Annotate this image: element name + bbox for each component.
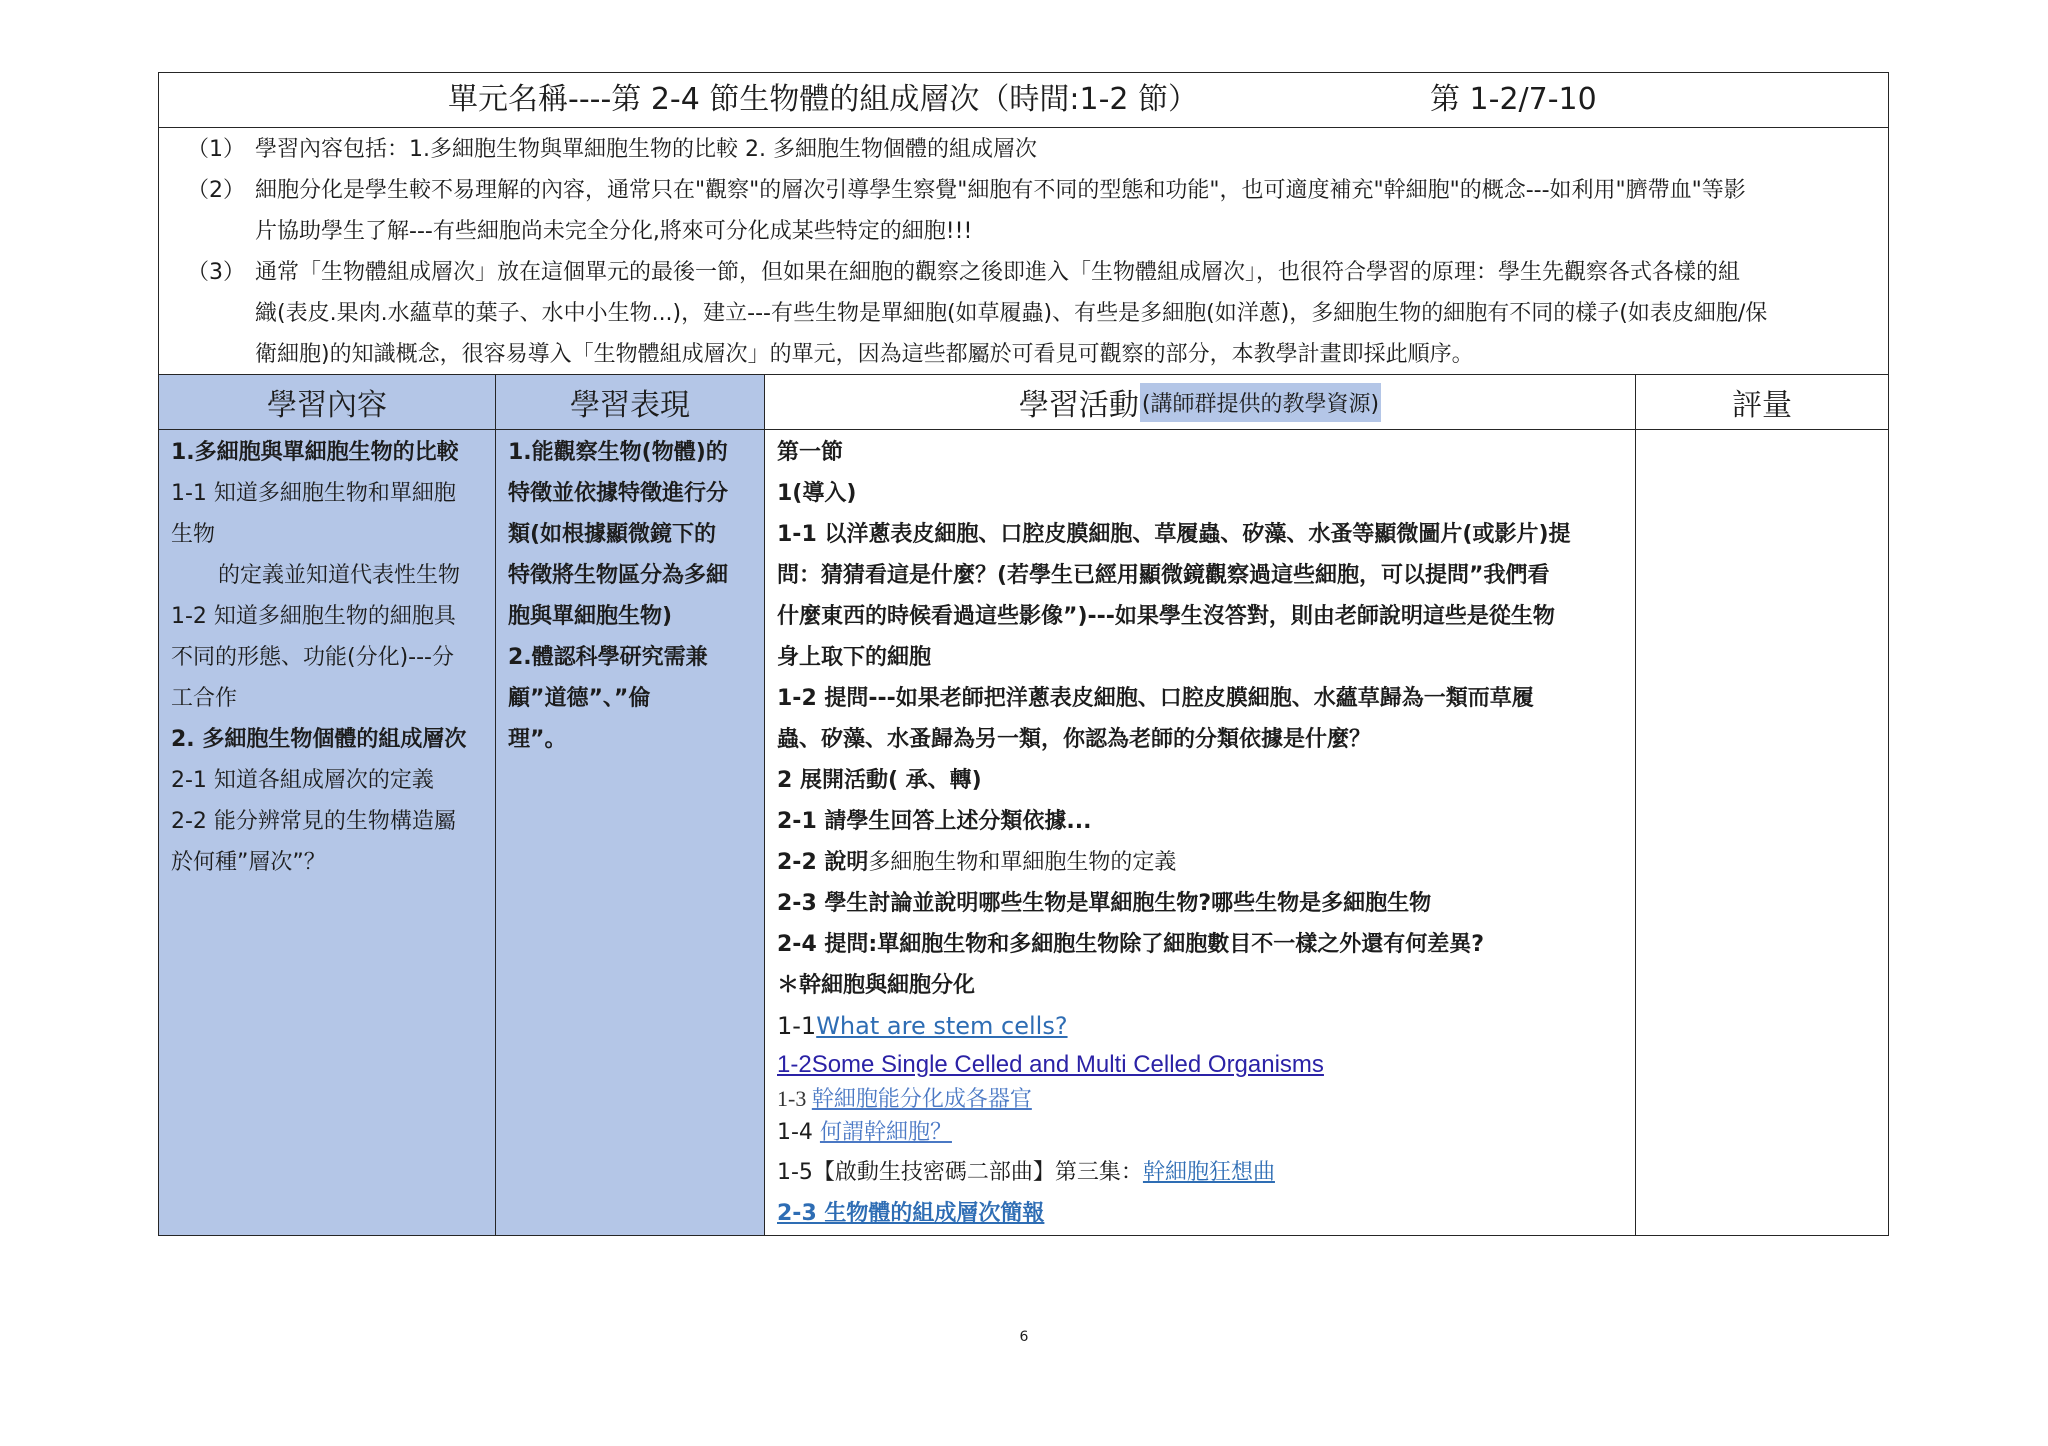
content-line: 於何種”層次”？	[171, 850, 326, 875]
performance-line: 1.能觀察生物(物體)的	[508, 440, 728, 465]
resource-prefix: 1-5【啟動生技密碼二部曲】第三集：	[777, 1160, 1143, 1185]
activity-line: 1-1 以洋蔥表皮細胞、口腔皮膜細胞、草履蟲、矽藻、水蚤等顯微圖片(或影片)提	[777, 522, 1571, 547]
activity-line: 蟲、矽藻、水蚤歸為另一類，你認為老師的分類依據是什麼？	[777, 727, 1372, 752]
performance-line: 特徵並依據特徵進行分	[508, 481, 729, 506]
performance-line: 特徵將生物區分為多細	[508, 563, 729, 588]
header-learning-content	[159, 375, 496, 429]
intro-line: 衛細胞)的知識概念，很容易導入「生物體組成層次」的單元，因為這些都屬於可看見可觀察的部分，本教學計畫即採此順序。	[255, 342, 1474, 367]
activity-line: 2 展開活動( 承、轉)	[777, 768, 982, 793]
page-number: 6	[1019, 1329, 1029, 1345]
content-line: 1.多細胞與單細胞生物的比較	[171, 440, 459, 465]
unit-title: 單元名稱----第 2-4 節生物體的組成層次（時間:1-2 節）	[448, 82, 1199, 117]
intro-marker: （1）	[187, 137, 245, 162]
activity-line: 2-3 學生討論並說明哪些生物是單細胞生物?哪些生物是多細胞生物	[777, 891, 1432, 916]
content-line: 1-1 知道多細胞生物和單細胞	[171, 481, 456, 506]
header-learning-activity	[765, 375, 1636, 429]
intro-line: 織(表皮.果肉.水蘊草的葉子、水中小生物...)，建立---有些生物是單細胞(如草履蟲)、有些是多細胞(如洋蔥)，多細胞生物的細胞有不同的樣子(如表皮細胞/保	[255, 301, 1768, 326]
activity-line: 2-1 請學生回答上述分類依據...	[777, 809, 1092, 834]
header-assessment	[1636, 375, 1888, 429]
learning-activity-cell	[765, 430, 1636, 1235]
learning-content-cell	[159, 430, 496, 1235]
link-stem-cell-differentiation[interactable]: 幹細胞能分化成各器官	[811, 1086, 1032, 1111]
resource-line-single-multi-celled	[777, 1047, 1623, 1084]
performance-line: 胞與單細胞生物)	[508, 604, 673, 629]
activity-line: 2-4 提問:單細胞生物和多細胞生物除了細胞數目不一樣之外還有何差異?	[777, 932, 1484, 957]
content-line: 工合作	[171, 686, 238, 711]
header-label: 學習活動	[1018, 388, 1139, 423]
content-line: 2-2 能分辨常見的生物構造屬	[171, 809, 456, 834]
link-what-are-stem-cells[interactable]: What are stem cells?	[816, 1012, 1068, 1040]
intro-item-1	[159, 129, 1888, 170]
performance-line: 理”。	[508, 727, 567, 752]
intro-line: 細胞分化是學生較不易理解的內容，通常只在"觀察"的層次引導學生察覺"細胞有不同的型態和功能"，也可適度補充"幹細胞"的概念---如利用"臍帶血"等影	[255, 178, 1746, 203]
header-label: 學習內容	[267, 388, 387, 423]
activity-line-bold: 2-2 說明	[777, 850, 869, 875]
intro-line: 學習內容包括：1.多細胞生物與單細胞生物的比較 2. 多細胞生物個體的組成層次	[255, 137, 1037, 162]
intro-marker: （2）	[187, 178, 245, 203]
learning-performance-cell	[496, 430, 765, 1235]
activity-line: 1-2 提問---如果老師把洋蔥表皮細胞、口腔皮膜細胞、水蘊草歸為一類而草履	[777, 686, 1534, 711]
intro-item-3	[159, 252, 1888, 375]
resource-line-slides	[777, 1193, 1623, 1234]
resource-prefix: 1-4	[777, 1120, 820, 1145]
performance-line: 顧”道德”、”倫	[508, 686, 651, 711]
column-header-row	[159, 375, 1888, 430]
resource-prefix: 1-1	[777, 1012, 817, 1040]
activity-line: 什麼東西的時候看過這些影像”)---如果學生沒答對，則由老師說明這些是從生物	[777, 604, 1555, 629]
intro-notes	[159, 128, 1888, 375]
content-line: 生物	[171, 522, 216, 547]
content-line: 的定義並知道代表性生物	[218, 563, 461, 588]
intro-line: 通常「生物體組成層次」放在這個單元的最後一節，但如果在細胞的觀察之後即進入「生物體組成層次」，也很符合學習的原理：學生先觀察各式各樣的組	[255, 260, 1741, 285]
header-label: 評量	[1732, 388, 1792, 423]
resource-line-what-are-stem-cells	[777, 1006, 1623, 1047]
intro-marker: （3）	[187, 260, 245, 285]
content-line: 1-2 知道多細胞生物的細胞具	[171, 604, 456, 629]
content-line: 不同的形態、功能(分化)---分	[171, 645, 454, 670]
intro-item-2	[159, 170, 1888, 252]
resource-line-biotech-episode	[777, 1152, 1623, 1193]
content-line: 2-1 知道各組成層次的定義	[171, 768, 434, 793]
assessment-cell	[1636, 430, 1888, 1235]
resource-prefix: 1-3	[777, 1086, 812, 1111]
activity-line: ＊幹細胞與細胞分化	[777, 973, 976, 998]
body-row	[159, 430, 1888, 1235]
activity-line	[777, 842, 1623, 883]
activity-line-text: 多細胞生物和單細胞生物的定義	[868, 850, 1177, 875]
header-learning-performance	[496, 375, 765, 429]
link-what-is-stem-cell[interactable]: 何謂幹細胞？	[819, 1120, 952, 1145]
link-single-multi-celled-organisms[interactable]: 1-2Some Single Celled and Multi Celled Organisms	[777, 1051, 1324, 1078]
resource-line-what-is-stem-cell	[777, 1114, 1623, 1152]
performance-line: 2.體認科學研究需兼	[508, 645, 708, 670]
performance-line: 類(如根據顯微鏡下的	[508, 522, 717, 547]
intro-line: 片協助學生了解---有些細胞尚未完全分化,將來可分化成某些特定的細胞!!!	[255, 219, 973, 244]
title-row	[159, 73, 1888, 128]
activity-line: 問：猜猜看這是什麼？(若學生已經用顯微鏡觀察過這些細胞，可以提問”我們看	[777, 563, 1550, 588]
header-activity-note: (講師群提供的教學資源)	[1140, 383, 1381, 422]
link-stem-cell-rhapsody[interactable]: 幹細胞狂想曲	[1142, 1160, 1275, 1185]
resource-line-stem-cell-differentiation	[777, 1084, 1623, 1114]
content-line: 2. 多細胞生物個體的組成層次	[171, 727, 467, 752]
link-organization-levels-slides[interactable]: 2-3 生物體的組成層次簡報	[777, 1201, 1045, 1226]
activity-line: 1(導入)	[777, 481, 857, 506]
activity-line: 第一節	[777, 440, 844, 465]
lesson-plan-table	[158, 72, 1889, 1236]
section-range: 第 1-2/7-10	[1430, 82, 1597, 117]
header-label: 學習表現	[570, 388, 690, 423]
activity-line: 身上取下的細胞	[777, 645, 932, 670]
